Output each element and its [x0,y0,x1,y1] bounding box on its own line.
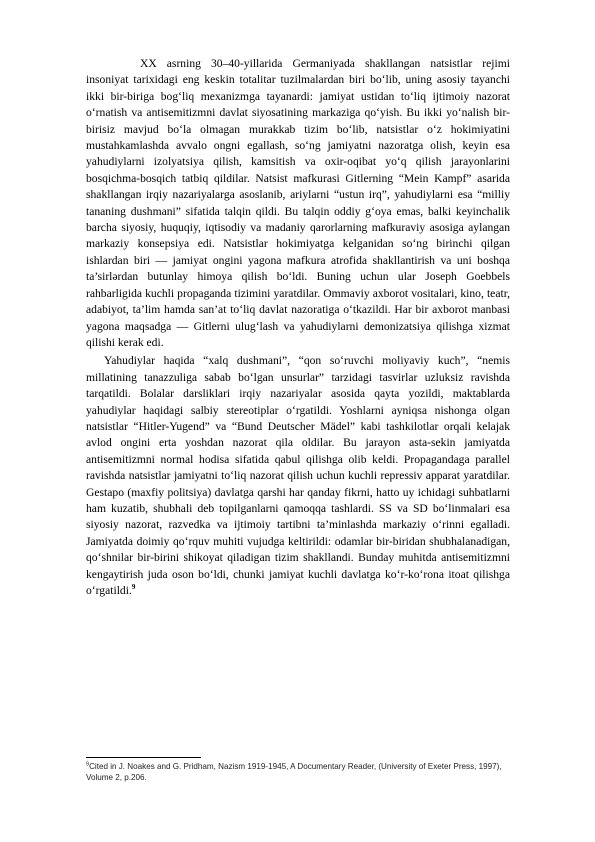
paragraph-2-text: Yahudiylar haqida “xalq dushmani”, “qon so‘ruvchi moliyaviy kuch”, “nemis millatining tanazzuliga sabab bo‘lgan unsurlar” tarzidagi tasvirlar uzluksiz ravishda tarqatildi. Bolalar darsliklari irqiy nazariyalar asosida qayta yozildi, maktablarda yahudiylar haqidagi salbiy stereotiplar o‘rgatildi. Yoshlarni ayniqsa nishonga olgan natsistlar “Hitler-Yugend” va “Bund Deutscher Mädel” kabi tashkilotlar orqali kelajak avlod ongini erta yoshdan nazorat qila oldilar. Bu jarayon asta-sekin jamiyatda antisemitizmni normal hodisa sifatida qabul qilishga olib keldi. Propagandaga parallel ravishda natsistlar jamiyatni to‘liq nazorat qilish uchun kuchli repressiv apparat yaratdilar. Gestapo (maxfiy politsiya) davlatga qarshi har qanday fikrni, hatto uy ichidagi suhbatlarni ham kuzatib, shubhali deb topilganlarni qamoqqa tashlardi. SS va SD bo‘linmalari esa siyosiy nazorat, razvedka va ijtimoiy tartibni ta’minlashda markaziy o‘rinni egalladi. Jamiyatda doimiy qo‘rquv muhiti vujudga keltirildi: odamlar bir-biridan shubhalanadigan, qo‘shnilar bir-birini shikoyat qiladigan tizim shakllandi. Bunday muhitda antisemitizmni kengaytirish juda oson bo‘ldi, chunki jamiyat kuchli davlatga ko‘r-ko‘rona itoat qilishga o‘rgatildi. [86,354,510,597]
paragraph-1: XX asrning 30–40-yillarida Germaniyada shakllangan natsistlar rejimi insoniyat tarixidagi eng keskin totalitar tuzilmalardan biri bo‘lib, uning asosiy tayanchi ikki bir-biriga bog‘liq mexanizmga tayanardi: jamiyat ustidan to‘liq ijtimoiy nazorat o‘rnatish va antisemitizmni davlat siyosatining markaziga qo‘yish. Bu ikki yo‘nalish bir-birisiz mavjud bo‘la olmagan murakkab tizim bo‘lib, natsistlar o‘z hokimiyatini mustahkamlashda avvalo ongni egallash, so‘ng jamiyatni nazoratga olish, keyin esa yahudiylarni izolyatsiya qilish, kamsitish va oxir-oqibat yo‘q qilish jarayonlarini bosqichma-bosqich tatbiq qildilar. Natsist mafkurasi Gitlerning “Mein Kampf” asarida shakllangan irqiy nazariyalarga asoslanib, ariylarni “ustun irq”, yahudiylarni esa “milliy tananing dushmani” sifatida talqin qildi. Bu talqin oddiy g‘oya emas, balki keyinchalik barcha siyosiy, huquqiy, iqtisodiy va madaniy qarorlarning mafkuraviy asosiga aylangan markaziy konsepsiya edi. Natsistlar hokimiyatga kelganidan so‘ng birinchi qilgan ishlardan biri — jamiyat ongini yagona mafkura atrofida shakllantirish va uni boshqa ta’sirlərdan butunlay himoya qilish bo‘ldi. Buning uchun ular Joseph Goebbels rahbarligida kuchli propaganda tizimini yaratdilar. Ommaviy axborot vositalari, kino, teatr, adabiyot, ta’lim hamda san’at to‘liq davlat nazoratiga o‘tkazildi. Har bir axborot manbasi yagona maqsadga — Gitlerni ulug‘lash va yahudiylarni demonizatsiya qilishga xizmat qilishi kerak edi. [86,57,510,349]
footnote-text: Cited in J. Noakes and G. Pridham, Nazism 1919-1945, A Documentary Reader, (University of Exeter Press, 1997), Volume 2, p.206. [86,762,502,783]
footnote [86,761,526,784]
footnote-number: 9 [86,761,90,768]
footnote-reference[interactable]: 9 [131,583,136,592]
footnote-divider [86,757,201,758]
main-text [86,56,510,599]
paragraph-2 [86,353,510,599]
